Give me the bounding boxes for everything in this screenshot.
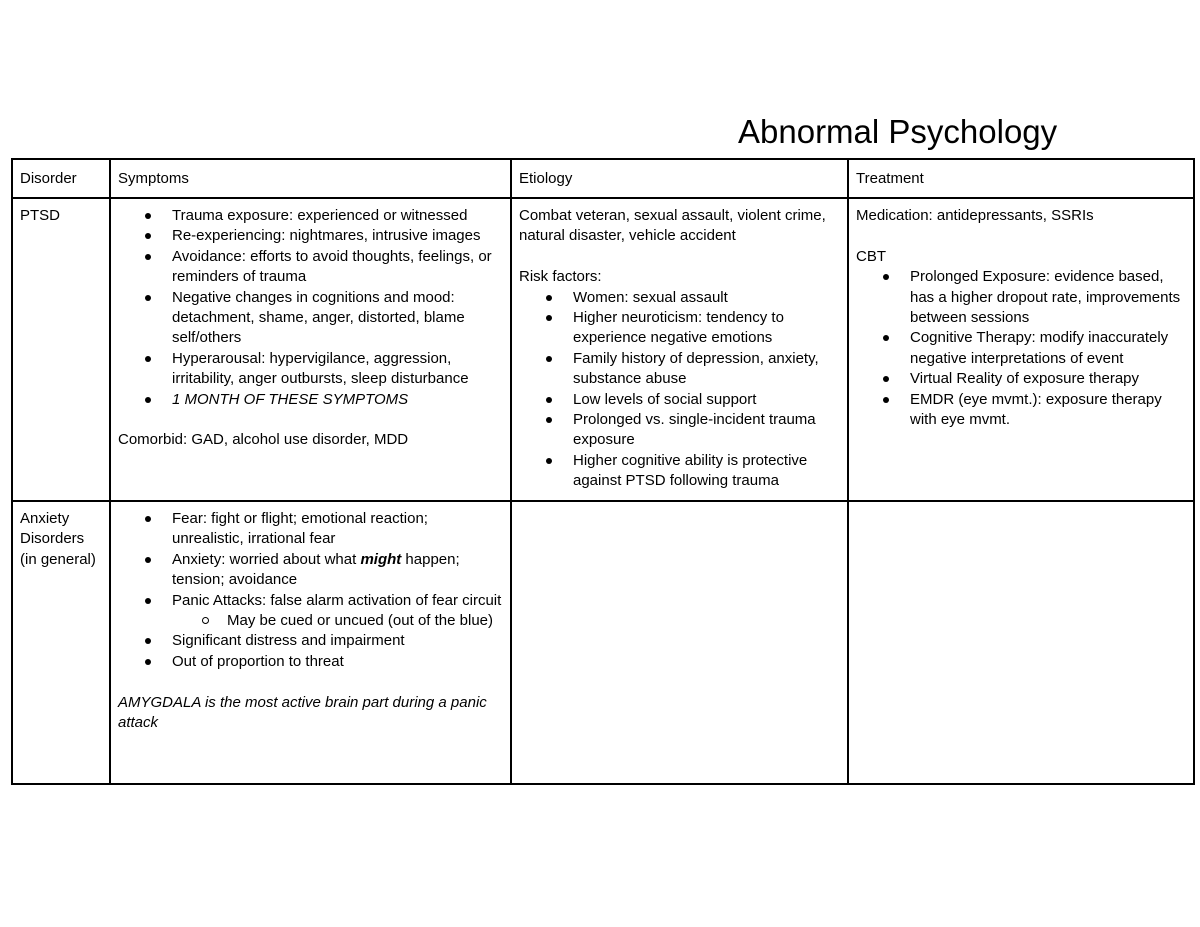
- ptsd-cbt-label: CBT: [856, 247, 886, 265]
- list-item: Hyperarousal: hypervigilance, aggression, irritability, anger outbursts, sleep disturbance: [172, 349, 502, 390]
- list-item: Prolonged Exposure: evidence based, has a higher dropout rate, improvements between sessions: [910, 267, 1185, 328]
- list-item: Avoidance: efforts to avoid thoughts, feelings, or reminders of trauma: [172, 247, 502, 288]
- ptsd-cbt-list: [856, 267, 1185, 430]
- notes-table: [11, 158, 1195, 785]
- anxiety-text-end: happen; tension; avoidance: [172, 550, 460, 589]
- list-item: Re-experiencing: nightmares, intrusive images: [172, 226, 502, 246]
- ptsd-treatment-cell: [848, 198, 1194, 501]
- anxiety-disorder-cell: [12, 501, 110, 784]
- list-item: Significant distress and impairment: [172, 631, 502, 651]
- list-item: Family history of depression, anxiety, substance abuse: [573, 349, 839, 390]
- list-item: Cognitive Therapy: modify inaccurately negative interpretations of event: [910, 328, 1185, 369]
- ptsd-disorder-name: PTSD: [20, 207, 61, 224]
- anxiety-emphasis: might: [360, 550, 402, 568]
- ptsd-symptoms-list: [118, 206, 502, 410]
- ptsd-disorder-cell: [12, 198, 110, 501]
- list-item: Out of proportion to threat: [172, 652, 502, 672]
- amygdala-note: AMYGDALA is the most active brain part during a panic attack: [118, 693, 487, 732]
- list-item: EMDR (eye mvmt.): exposure therapy with eye mvmt.: [910, 390, 1185, 431]
- panic-attacks-text: Panic Attacks: false alarm activation of fear circuit: [172, 591, 502, 609]
- header-symptoms: Symptoms: [110, 159, 511, 198]
- ptsd-risk-label: Risk factors:: [519, 268, 602, 286]
- ptsd-medication: Medication: antidepressants, SSRIs: [856, 207, 1094, 224]
- anxiety-symptoms-list: [118, 509, 502, 672]
- header-disorder: Disorder: [12, 159, 110, 198]
- list-item: Trauma exposure: experienced or witnessed: [172, 206, 502, 226]
- header-treatment: Treatment: [848, 159, 1194, 198]
- list-item: Negative changes in cognitions and mood: detachment, shame, anger, distorted, blame self/others: [172, 288, 502, 349]
- list-item: [172, 591, 502, 632]
- ptsd-risk-list: [519, 288, 839, 492]
- ptsd-symptoms-cell: [110, 198, 511, 501]
- anxiety-treatment-cell: [848, 501, 1194, 784]
- list-item: 1 MONTH OF THESE SYMPTOMS: [172, 390, 502, 410]
- table-header-row: [12, 159, 1194, 198]
- table-row-ptsd: [12, 198, 1194, 501]
- list-item: Virtual Reality of exposure therapy: [910, 369, 1185, 389]
- anxiety-etiology-cell: [511, 501, 848, 784]
- list-item: Fear: fight or flight; emotional reaction; unrealistic, irrational fear: [172, 509, 502, 550]
- document-title: Abnormal Psychology: [738, 113, 1058, 150]
- header-etiology: Etiology: [511, 159, 848, 198]
- list-item: Higher neuroticism: tendency to experience negative emotions: [573, 308, 839, 349]
- list-item: Low levels of social support: [573, 390, 839, 410]
- anxiety-disorder-name: Anxiety Disorders (in general): [20, 510, 96, 568]
- list-item: Women: sexual assault: [573, 288, 839, 308]
- ptsd-etiology-cell: [511, 198, 848, 501]
- ptsd-comorbid-note: Comorbid: GAD, alcohol use disorder, MDD: [118, 431, 409, 449]
- list-item: Higher cognitive ability is protective against PTSD following trauma: [573, 451, 839, 492]
- table-row-anxiety: [12, 501, 1194, 784]
- panic-sub-list: [172, 611, 502, 631]
- list-item: [172, 550, 502, 591]
- anxiety-symptoms-cell: [110, 501, 511, 784]
- list-item: May be cued or uncued (out of the blue): [227, 611, 502, 631]
- list-item: Prolonged vs. single-incident trauma exposure: [573, 410, 839, 451]
- anxiety-text-start: Anxiety: worried about what: [172, 550, 361, 568]
- ptsd-etiology-intro: Combat veteran, sexual assault, violent crime, natural disaster, vehicle accident: [519, 207, 826, 245]
